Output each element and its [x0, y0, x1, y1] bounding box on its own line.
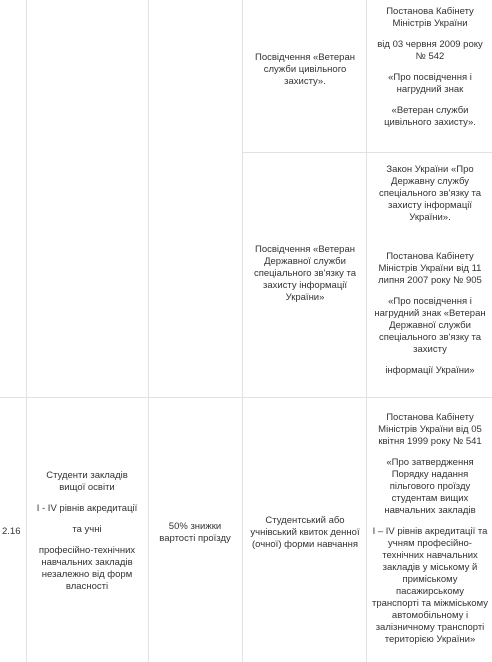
document-cell-civil-protection: [250, 52, 360, 88]
basis-line: Постанова Кабінету Міністрів України: [386, 6, 474, 29]
category-cell-students: [32, 470, 142, 593]
basis-line: «Про посвідчення і нагрудний знак «Ветеран Державної служби спеціального зв'язку та захисту: [374, 296, 486, 355]
col-divider-2: [148, 0, 149, 662]
category-line: професійно-технічних навчальних закладів незалежно від форм власності: [38, 545, 136, 592]
basis-line: «Про затвердження Порядку надання пільгового проїзду студентам вищих навчальних закладів: [384, 457, 476, 516]
document-cell-special-communications: [250, 244, 360, 304]
document-text: Посвідчення «Ветеран Державної служби спеціального зв'язку та захисту інформації України»: [253, 244, 357, 303]
basis-cell-civil-protection: [372, 6, 488, 129]
benefit-text: 50% знижки вартості проїзду: [159, 521, 231, 544]
basis-line: Закон України «Про Державну службу спеціального зв'язку та захисту інформації України».: [378, 164, 482, 223]
category-line: та учні: [72, 524, 102, 535]
benefit-cell-students: [154, 521, 236, 545]
col-divider-4: [366, 0, 367, 662]
row-divider-main: [0, 397, 492, 398]
document-text: Студентський або учнівський квиток денної (очної) форми навчання: [250, 515, 360, 550]
basis-cell-special-communications: [372, 164, 488, 377]
category-line: Студенти закладів вищої освіти: [46, 470, 128, 493]
document-text: Посвідчення «Ветеран служби цивільного захисту».: [254, 52, 355, 87]
row-divider-inner: [242, 152, 492, 153]
basis-line: від 03 червня 2009 року № 542: [377, 39, 483, 62]
document-cell-students: [250, 515, 360, 551]
basis-line: інформації України»: [385, 365, 475, 376]
col-divider-3: [242, 0, 243, 662]
basis-line: «Ветеран служби цивільного захисту».: [384, 105, 476, 128]
basis-line: Постанова Кабінету Міністрів України від 05 квітня 1999 року № 541: [378, 412, 482, 447]
basis-line: I – IV рівнів акредитації та учням професійно-технічних навчальних закладів у міському й приміському пасажирському транспорті та міжміському автомобільному і залізничному транспорті територією України»: [372, 526, 488, 645]
basis-line: Постанова Кабінету Міністрів України від 11 липня 2007 року № 905: [378, 251, 482, 286]
col-divider-1: [26, 0, 27, 662]
basis-cell-students: [372, 412, 488, 646]
category-line: I - IV рівнів акредитації: [36, 503, 138, 514]
row-number: 2.16: [2, 526, 21, 537]
basis-line: «Про посвідчення і нагрудний знак: [388, 72, 472, 95]
